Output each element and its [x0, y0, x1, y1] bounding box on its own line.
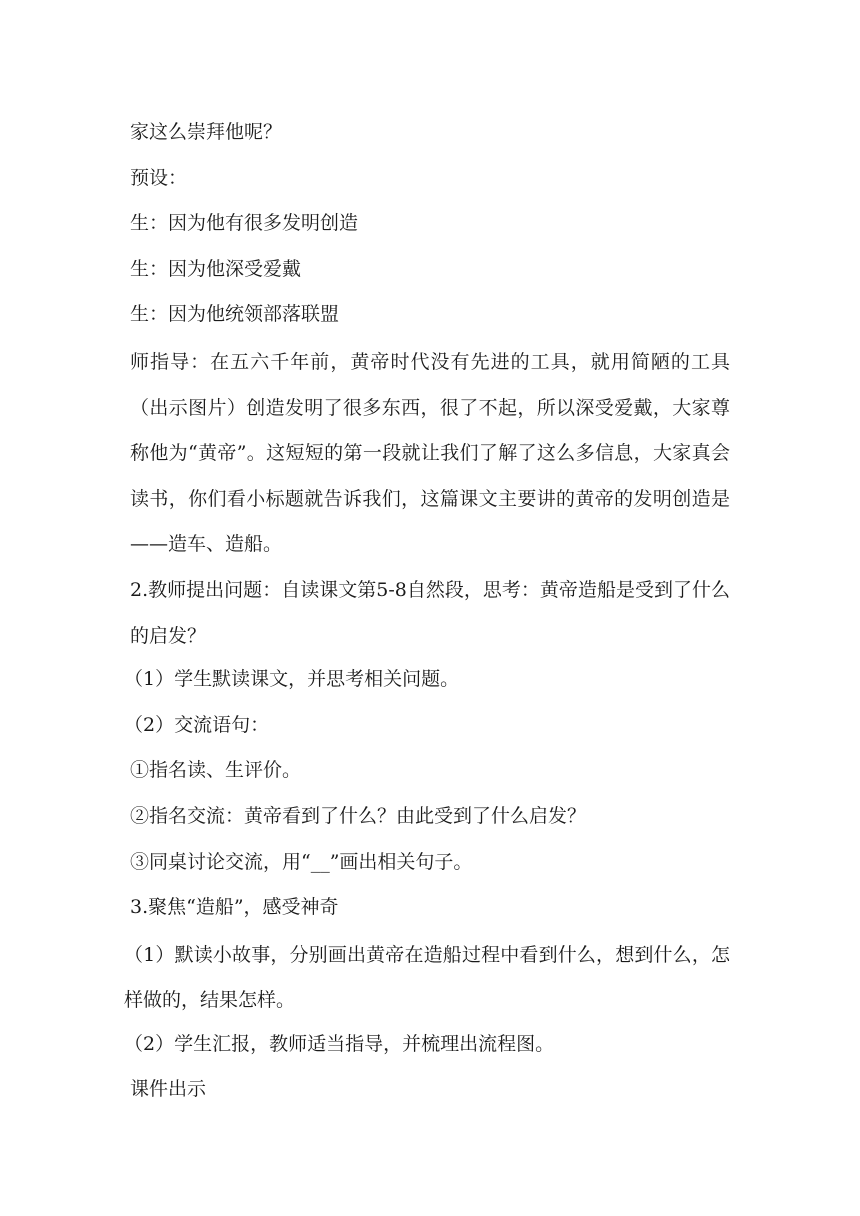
paragraph-section-3-step-1: （1）默读小故事，分别画出黄帝在造船过程中看到什么，想到什么，怎样做的，结果怎样。 [124, 943, 730, 1012]
paragraph-sub-item-3: ③同桌讨论交流，用“__”画出相关句子。 [130, 850, 473, 873]
paragraph-step-2-exchange: （2）交流语句： [124, 713, 270, 736]
paragraph-teacher-question: 2.教师提出问题：自读课文第5-8自然段，思考：黄帝造船是受到了什么的启发？ [130, 578, 730, 647]
paragraph-sub-item-1: ①指名读、生评价。 [130, 759, 302, 782]
paragraph-section-3-heading: 3.聚焦“造船”，感受神奇 [130, 896, 339, 919]
paragraph-student-answer-3: 生：因为他统领部落联盟 [130, 303, 340, 326]
paragraph-courseware-display: 课件出示 [130, 1078, 207, 1101]
paragraph-student-answer-1: 生：因为他有很多发明创造 [130, 212, 359, 235]
paragraph-teacher-guidance: 师指导：在五六千年前，黄帝时代没有先进的工具，就用简陋的工具（出示图片）创造发明了很多东西，很了不起，所以深受爱戴，大家尊称他为“黄帝”。这短短的第一段就让我们了解了这么多信息，大家真会读书，你们看小标题就告诉我们，这篇课文主要讲的黄帝的发明创造是——造车、造船。 [130, 350, 730, 556]
paragraph-preset-label: 预设： [130, 166, 188, 189]
paragraph-step-1-silent-reading: （1）学生默读课文，并思考相关问题。 [124, 668, 460, 691]
paragraph-section-3-step-2: （2）学生汇报，教师适当指导，并梳理出流程图。 [124, 1032, 555, 1055]
document-body [124, 112, 730, 1115]
paragraph-student-answer-2: 生：因为他深受爱戴 [130, 257, 302, 280]
paragraph-question-end: 家这么崇拜他呢？ [130, 121, 283, 143]
paragraph-sub-item-2: ②指名交流：黄帝看到了什么？由此受到了什么启发？ [130, 804, 587, 827]
